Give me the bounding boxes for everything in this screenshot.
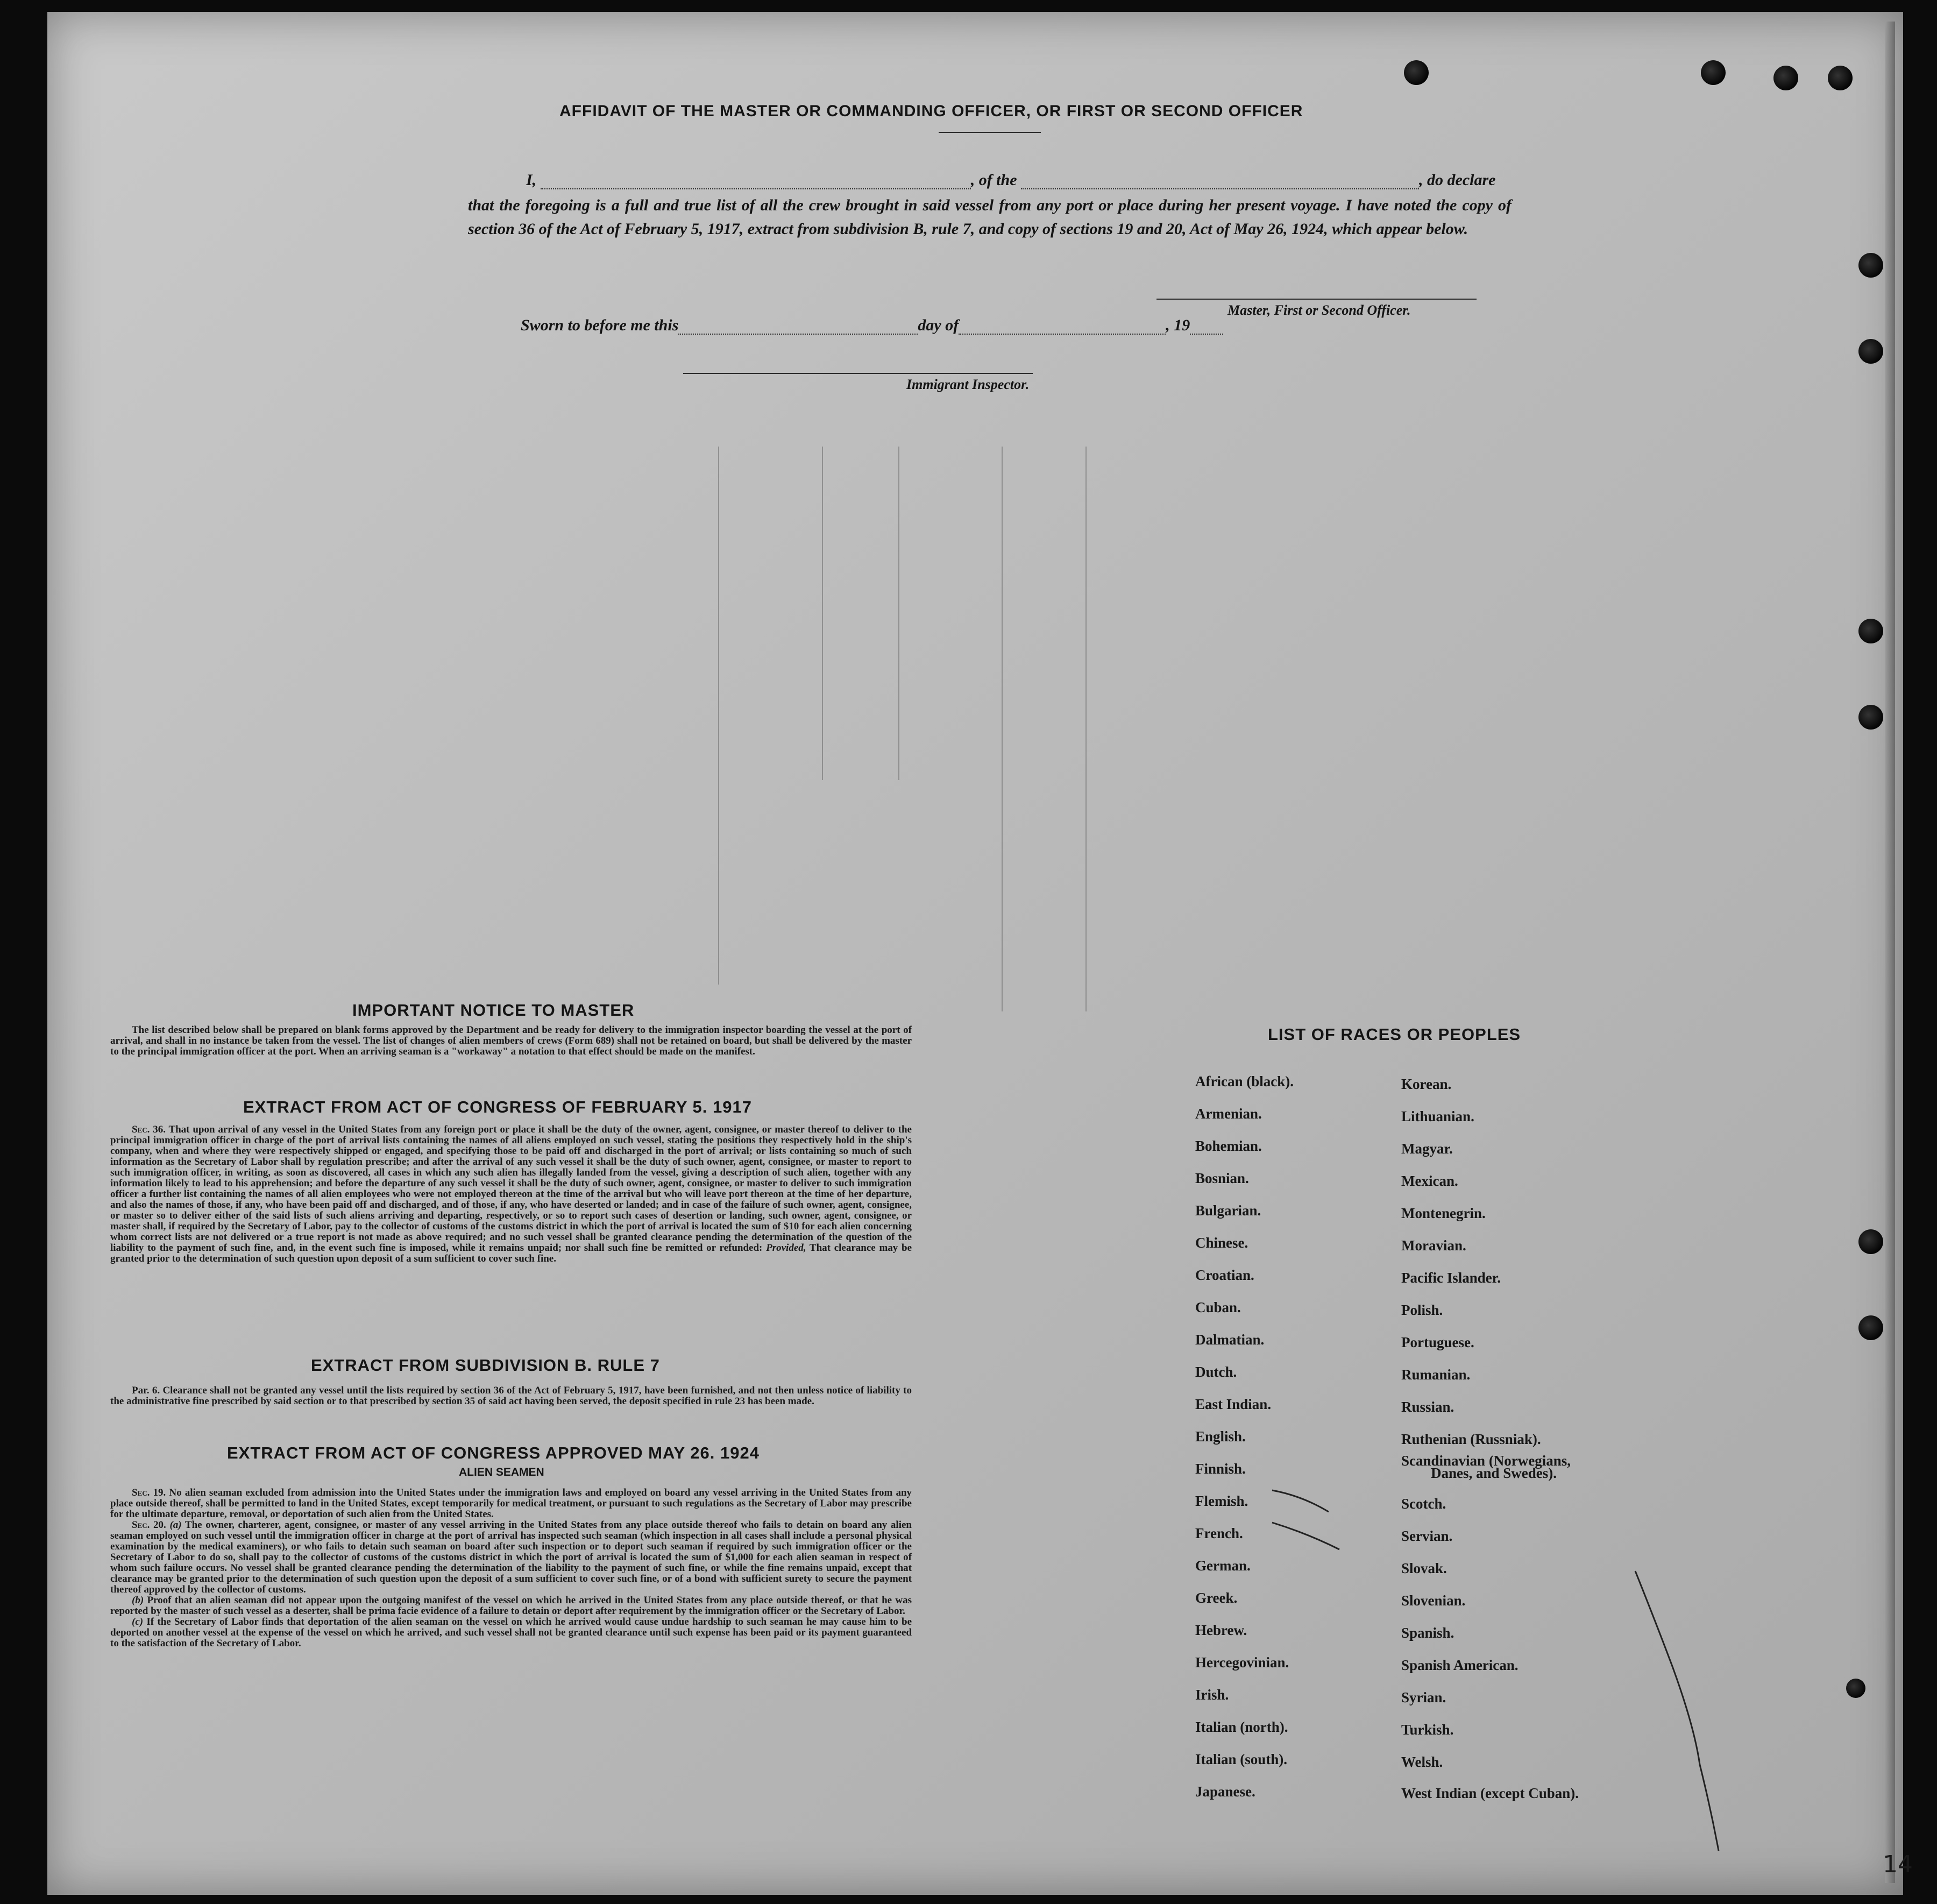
affidavit-paragraph: that the foregoing is a full and true list of all the crew brought in said vessel from any port or place during her present voyage. I have noted the copy of section 36 of the Act of February 5, 1917, extract from subdivision B, rule 7, and copy of sections 19 and 20, Act of May 26, 1924, which appear below. — [468, 196, 1512, 238]
race-item: African (black). — [1195, 1073, 1294, 1089]
race-item: German. — [1195, 1558, 1251, 1574]
punch-hole — [1828, 66, 1853, 90]
affidavit-of-the: , of the — [970, 171, 1017, 189]
sworn-day-blank[interactable] — [678, 334, 918, 335]
race-item: Montenegrin. — [1401, 1205, 1486, 1221]
race-item: Bulgarian. — [1195, 1202, 1261, 1219]
race-item: Russian. — [1401, 1399, 1454, 1415]
punch-hole — [1858, 1315, 1883, 1340]
vessel-blank[interactable] — [1021, 188, 1419, 189]
sec-20b-text: Proof that an alien seaman did not appear upon the outgoing manifest of the vessel on which he arrived in the United States from any place outside thereof, or that he was reported by the master of such vessel as a deserter, shall be prima facie evidence of a failure to detain or deport after requirement by the immigration officer or the Secretary of Labor. — [110, 1595, 912, 1617]
race-item: Korean. — [1401, 1076, 1452, 1092]
inspector-signature-line[interactable] — [683, 373, 1033, 374]
race-item: Bohemian. — [1195, 1138, 1262, 1154]
sec-19-text: No alien seaman excluded from admission into the United States under the immigration laws and employed on board any vessel arriving in the United States from any place outside thereof, shall be permitted to land in the United States, except temporarily for medical treatment, or pursuant to such regulations as the Secretary of Labor may prescribe for the ultimate departure, removal, or deportation of such alien from the United States. — [110, 1487, 912, 1520]
punch-hole — [1404, 60, 1429, 85]
race-item: Chinese. — [1195, 1235, 1248, 1251]
sworn-line — [521, 316, 1223, 335]
race-item: Magyar. — [1401, 1141, 1453, 1157]
punch-hole — [1858, 619, 1883, 643]
sec-20a-text: The owner, charterer, agent, consignee, or master of any vessel arriving in the United States from any place outside thereof who fails to detain on board any alien seaman employed on such vessel until the immigration officer in charge at the port of arrival has inspected such seaman (which inspection in all cases shall include a personal physical examination by the medical examiners), or who fails to detain such seaman on board after such inspection or to deport such seaman if required by such immigration officer or the Secretary of Labor to do so, shall pay to the collector of customs of the customs district in which the port of arrival is located the sum of $1,000 for each alien seaman in respect of whom such failure occurs. No vessel shall be granted clearance pending the determination of the liability to the payment of such fine, or while the fine remains unpaid, except that clearance may be granted prior to the determination of such question upon the deposit of a sum sufficient to cover such fine, or of a bond with sufficient surety to secure the payment thereof approved by the collector of customs. — [110, 1519, 912, 1595]
form-column-line — [822, 447, 823, 780]
extract-1924-title: EXTRACT FROM ACT OF CONGRESS APPROVED MAY 26. 1924 — [227, 1443, 760, 1462]
inspector-label: Immigrant Inspector. — [906, 377, 1030, 392]
notice-title: IMPORTANT NOTICE TO MASTER — [352, 1001, 635, 1020]
sec-19-paragraph — [110, 1488, 912, 1520]
sec-20b-paragraph — [110, 1595, 912, 1617]
sec-20c-text: If the Secretary of Labor finds that deportation of the alien seaman on the vessel on which he arrived would cause undue hardship to such seaman he may cause him to be deported on another vessel at the expense of the vessel on which he arrived, and such vessel shall not be granted clearance until such expense has been paid or its payment guaranteed to the satisfaction of the Secretary of Labor. — [110, 1616, 912, 1649]
race-item: Polish. — [1401, 1302, 1443, 1318]
alien-seamen-subtitle: ALIEN SEAMEN — [459, 1466, 544, 1478]
race-item: Armenian. — [1195, 1106, 1262, 1122]
sworn-month-blank[interactable] — [959, 334, 1166, 335]
sec-20c-label: (c) — [132, 1616, 144, 1627]
race-item: Syrian. — [1401, 1689, 1446, 1705]
race-item: Spanish American. — [1401, 1657, 1519, 1673]
race-item: French. — [1195, 1525, 1243, 1541]
race-item: Dalmatian. — [1195, 1332, 1265, 1348]
sec-20a-label: (a) — [169, 1519, 182, 1531]
provided-word: Provided, — [766, 1242, 806, 1254]
race-item: Servian. — [1401, 1528, 1453, 1544]
provided-text: That clearance may be granted prior to the determination of such question upon deposit of a sum sufficient to cover such fine. — [110, 1242, 912, 1264]
affidavit-declaration-line — [526, 171, 1495, 189]
race-item: Japanese. — [1195, 1783, 1255, 1800]
handwritten-marks — [1269, 1474, 1915, 1894]
race-item: Flemish. — [1195, 1493, 1248, 1509]
sec-20-label: Sec. 20. — [132, 1519, 166, 1531]
form-column-line — [718, 447, 719, 985]
races-title: LIST OF RACES OR PEOPLES — [1268, 1025, 1521, 1044]
extract-1924-text — [110, 1488, 912, 1649]
extract-1917-text — [110, 1124, 912, 1264]
race-item: East Indian. — [1195, 1396, 1272, 1412]
race-item: Rumanian. — [1401, 1367, 1471, 1383]
race-item: Welsh. — [1401, 1754, 1443, 1770]
extract-rule7-title: EXTRACT FROM SUBDIVISION B. RULE 7 — [311, 1356, 660, 1375]
sworn-year-blank[interactable] — [1190, 334, 1223, 335]
notice-text: The list described below shall be prepared on blank forms approved by the Department and be ready for delivery to the immigration inspector boarding the vessel at the port of arrival, and shall in no instance be taken from the vessel. The list of changes of alien members of crews (Form 689) shall not be retained on board, but shall be delivered by the master to the principal immigration officer at the port. When an arriving seaman is a "workaway" a notation to that effect should be made on the manifest. — [110, 1024, 912, 1057]
race-item: Irish. — [1195, 1687, 1229, 1703]
race-item: Scandinavian (Norwegians, — [1401, 1453, 1571, 1469]
name-blank[interactable] — [541, 188, 971, 189]
affidavit-i: I, — [526, 171, 537, 189]
sec-20c-paragraph — [110, 1617, 912, 1649]
sec-19-label: Sec. 19. — [132, 1487, 166, 1498]
race-item: Lithuanian. — [1401, 1108, 1474, 1124]
race-item: Ruthenian (Russniak). — [1401, 1431, 1541, 1447]
sworn-prefix: Sworn to before me this — [521, 316, 679, 334]
punch-hole — [1858, 253, 1883, 278]
sworn-day-of: day of — [918, 316, 959, 334]
race-item: English. — [1195, 1428, 1246, 1445]
race-item: Scotch. — [1401, 1496, 1446, 1512]
race-item: Danes, and Swedes). — [1431, 1465, 1557, 1481]
race-item: Hercegovinian. — [1195, 1654, 1289, 1671]
race-item: Finnish. — [1195, 1461, 1246, 1477]
punch-hole — [1858, 339, 1883, 364]
race-item: Hebrew. — [1195, 1622, 1247, 1638]
affidavit-title: AFFIDAVIT OF THE MASTER OR COMMANDING OFFICER, OR FIRST OR SECOND OFFICER — [559, 102, 1303, 120]
punch-hole — [1773, 66, 1798, 90]
race-item: Italian (north). — [1195, 1719, 1288, 1735]
extract-1917-title: EXTRACT FROM ACT OF CONGRESS OF FEBRUARY 5. 1917 — [243, 1098, 752, 1116]
extract-rule7-text — [110, 1385, 912, 1407]
race-item: Italian (south). — [1195, 1751, 1288, 1767]
race-item: Mexican. — [1401, 1173, 1458, 1189]
sec-20a-paragraph — [110, 1520, 912, 1595]
race-item: Pacific Islander. — [1401, 1270, 1501, 1286]
race-item: Cuban. — [1195, 1299, 1241, 1315]
title-underline — [939, 132, 1041, 133]
race-item: West Indian (except Cuban). — [1401, 1785, 1579, 1801]
sec-36-label: Sec. 36. — [132, 1124, 166, 1135]
race-item: Croatian. — [1195, 1267, 1254, 1283]
form-column-line — [1085, 447, 1087, 1011]
race-item: Slovenian. — [1401, 1592, 1466, 1609]
punch-hole — [1701, 60, 1726, 85]
race-item: Portuguese. — [1401, 1334, 1474, 1350]
margin-note: 14 — [1883, 1851, 1913, 1878]
form-column-line — [1002, 447, 1003, 1011]
race-item: Dutch. — [1195, 1364, 1237, 1380]
form-column-line — [898, 447, 899, 780]
master-label: Master, First or Second Officer. — [1228, 302, 1411, 318]
race-item: Turkish. — [1401, 1722, 1454, 1738]
race-item: Moravian. — [1401, 1237, 1466, 1254]
punch-hole — [1858, 705, 1883, 730]
race-item: Slovak. — [1401, 1560, 1447, 1576]
par-6-label: Par. 6. — [132, 1385, 160, 1396]
punch-hole — [1858, 1229, 1883, 1254]
affidavit-declare: , do declare — [1419, 171, 1496, 189]
master-signature-line[interactable] — [1156, 299, 1477, 300]
sec-36-text: That upon arrival of any vessel in the United States from any foreign port or place it shall be the duty of the owner, agent, consignee, or master thereof to deliver to the principal immigration officer in charge of the port of arrival lists containing the names of all aliens employed on such vessel, stating the positions they respectively hold in the ship's company, when and where they were respectively shipped or engaged, and specifying those to be paid off and discharged in the port of arrival; or lists containing so much of such information as the Secretary of Labor shall by regulation prescribe; and after the arrival of any such vessel it shall be the duty of such owner, agent, consignee, or master to report to such immigration officer, in writing, as soon as discovered, all cases in which any such alien has illegally landed from the vessel, giving a description of such alien, together with any information likely to lead to his apprehension; and before the departure of any such vessel it shall be the duty of such owner, agent, consignee, or master to deliver to such immigration officer a further list containing the names of all alien employees who were not employed thereon at the time of the arrival but who will leave port thereon at the time of her departure, and also the names of those, if any, who have been paid off and discharged, and of those, if any, who have deserted or landed; and in case of the failure of such owner, agent, consignee, or master so to deliver either of the said lists of such aliens arriving and departing, respectively, or so to report such cases of desertion or landing, such owner, agent, consignee, or master shall, if required by the Secretary of Labor, pay to the collector of customs of the customs district in which the port of arrival is located the sum of $10 for each alien concerning whom correct lists are not delivered or a true report is not made as above required; and no such vessel shall be granted clearance pending the determination of the question of the liability to the payment of such fine, and, in the event such fine is imposed, while it remains unpaid; nor shall such fine be remitted or refunded: — [110, 1124, 912, 1254]
sec-20b-label: (b) — [132, 1595, 144, 1606]
race-item: Bosnian. — [1195, 1170, 1249, 1186]
race-item: Spanish. — [1401, 1625, 1454, 1641]
sworn-year: , 19 — [1166, 316, 1190, 334]
race-item: Greek. — [1195, 1590, 1238, 1606]
par-6-text: Clearance shall not be granted any vessel until the lists required by section 36 of the Act of February 5, 1917, have been furnished, and not then unless notice of liability to the administrative fine prescribed by said section or to that prescribed by section 35 of said act having been served, the deposit specified in rule 23 has been made. — [110, 1385, 912, 1407]
